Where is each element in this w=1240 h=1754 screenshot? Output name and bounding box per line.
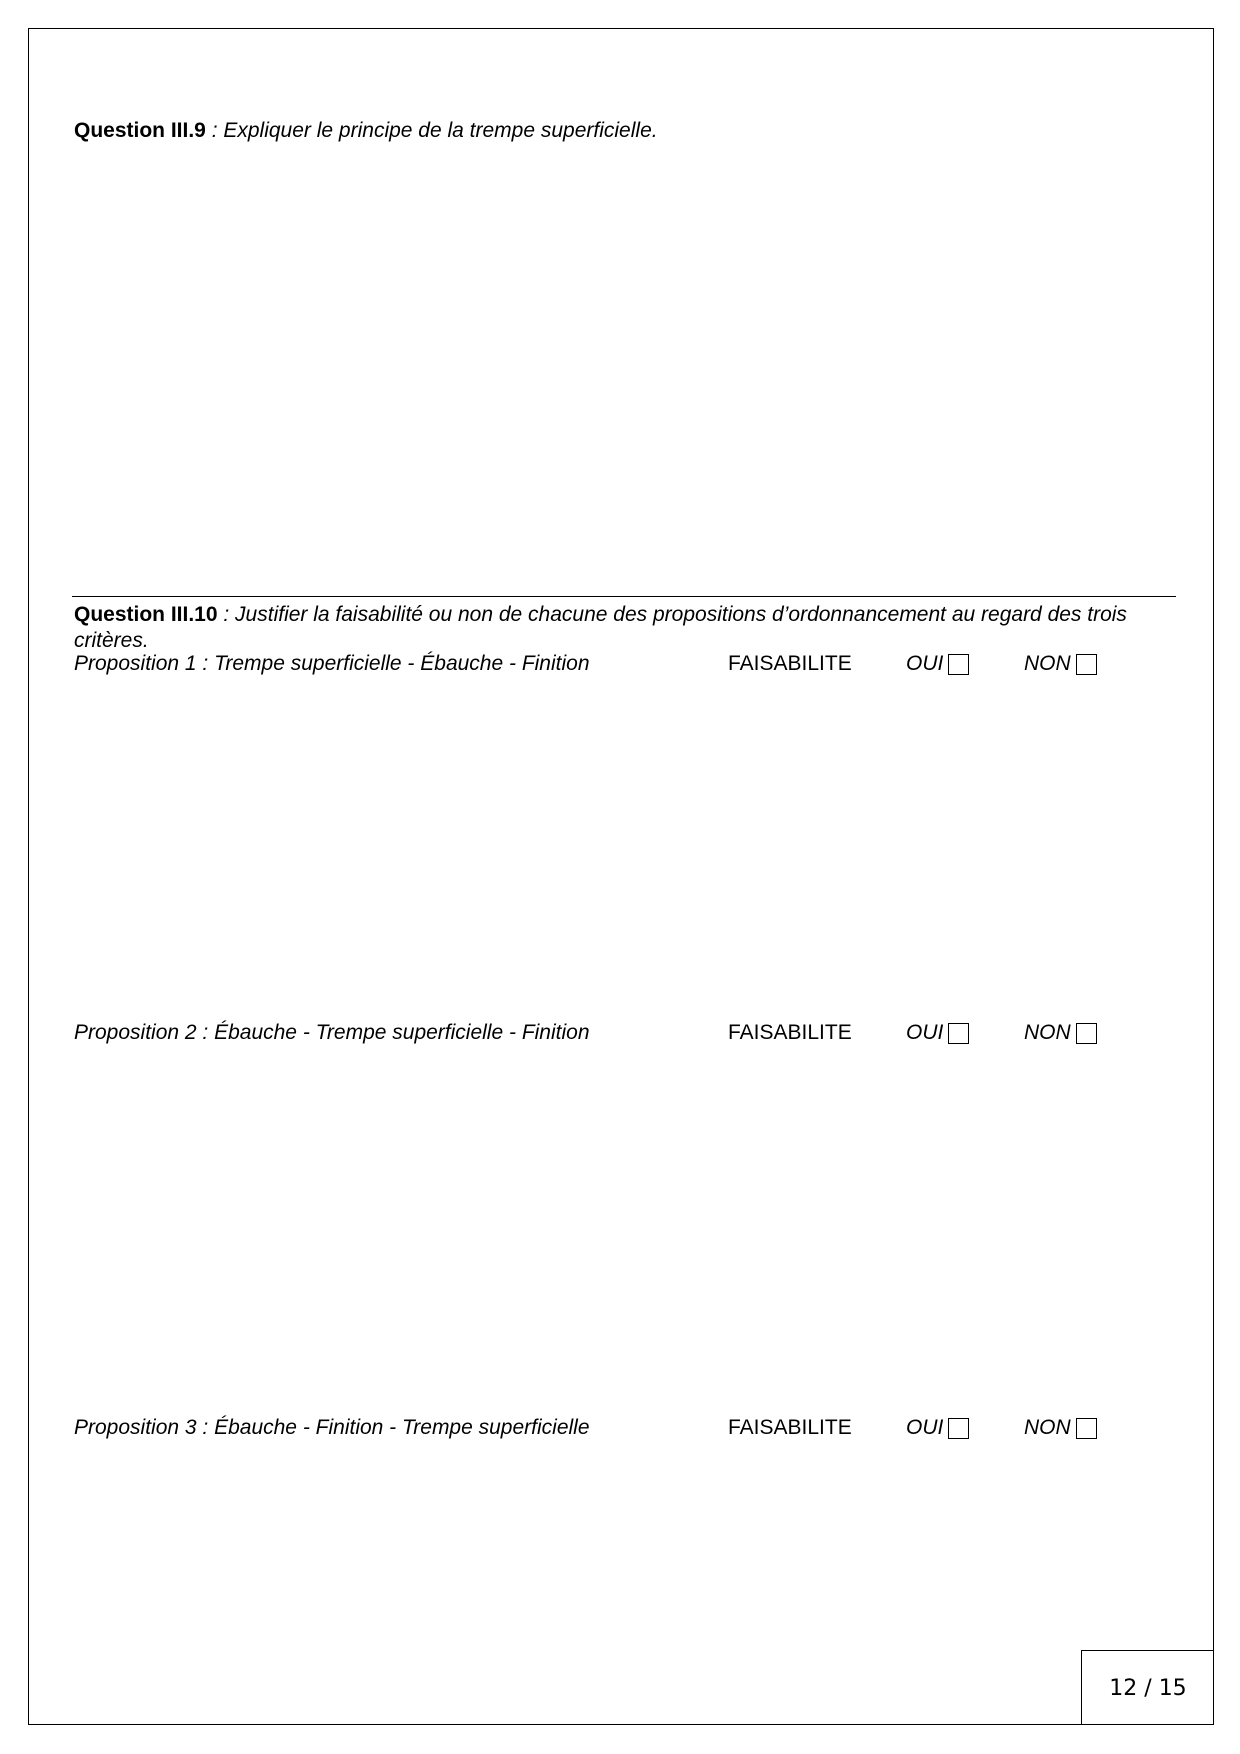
page-frame bbox=[28, 28, 1214, 1725]
proposition-1-non-checkbox[interactable] bbox=[1076, 654, 1097, 675]
question-10 bbox=[74, 602, 1184, 654]
proposition-3-oui-checkbox[interactable] bbox=[948, 1418, 969, 1439]
proposition-3-row bbox=[74, 1413, 1154, 1443]
proposition-3-oui-label: OUI bbox=[906, 1416, 944, 1439]
question-9-number: Question III.9 bbox=[74, 119, 206, 142]
proposition-1-label: Proposition 1 : Trempe superficielle - Ébauche - Finition bbox=[74, 652, 590, 675]
proposition-3-oui-option bbox=[906, 1413, 969, 1443]
proposition-1-oui-label: OUI bbox=[906, 652, 944, 675]
proposition-1-non-option bbox=[1024, 649, 1097, 679]
proposition-1-oui-option bbox=[906, 649, 969, 679]
proposition-2-label: Proposition 2 : Ébauche - Trempe superficielle - Finition bbox=[74, 1021, 590, 1044]
question-10-text: : Justifier la faisabilité ou non de chacune des propositions d’ordonnancement au regard des trois critères. bbox=[74, 603, 1127, 652]
proposition-2-oui-checkbox[interactable] bbox=[948, 1023, 969, 1044]
proposition-1-non-label: NON bbox=[1024, 652, 1071, 675]
proposition-3-feasibility-label: FAISABILITE bbox=[728, 1416, 852, 1439]
page-number: 12 / 15 bbox=[1081, 1650, 1214, 1725]
proposition-2-oui-option bbox=[906, 1018, 969, 1048]
proposition-2-oui-label: OUI bbox=[906, 1021, 944, 1044]
proposition-1-row bbox=[74, 649, 1154, 679]
proposition-2-non-option bbox=[1024, 1018, 1097, 1048]
question-9 bbox=[74, 118, 658, 144]
proposition-2-non-checkbox[interactable] bbox=[1076, 1023, 1097, 1044]
proposition-3-non-option bbox=[1024, 1413, 1097, 1443]
proposition-3-label: Proposition 3 : Ébauche - Finition - Trempe superficielle bbox=[74, 1416, 590, 1439]
proposition-1-oui-checkbox[interactable] bbox=[948, 654, 969, 675]
proposition-2-non-label: NON bbox=[1024, 1021, 1071, 1044]
proposition-1-feasibility-label: FAISABILITE bbox=[728, 652, 852, 675]
proposition-2-row bbox=[74, 1018, 1154, 1048]
proposition-3-non-checkbox[interactable] bbox=[1076, 1418, 1097, 1439]
question-9-text: : Expliquer le principe de la trempe superficielle. bbox=[205, 119, 658, 142]
section-divider bbox=[72, 596, 1176, 597]
proposition-3-non-label: NON bbox=[1024, 1416, 1071, 1439]
question-10-number: Question III.10 bbox=[74, 603, 218, 626]
proposition-2-feasibility-label: FAISABILITE bbox=[728, 1021, 852, 1044]
